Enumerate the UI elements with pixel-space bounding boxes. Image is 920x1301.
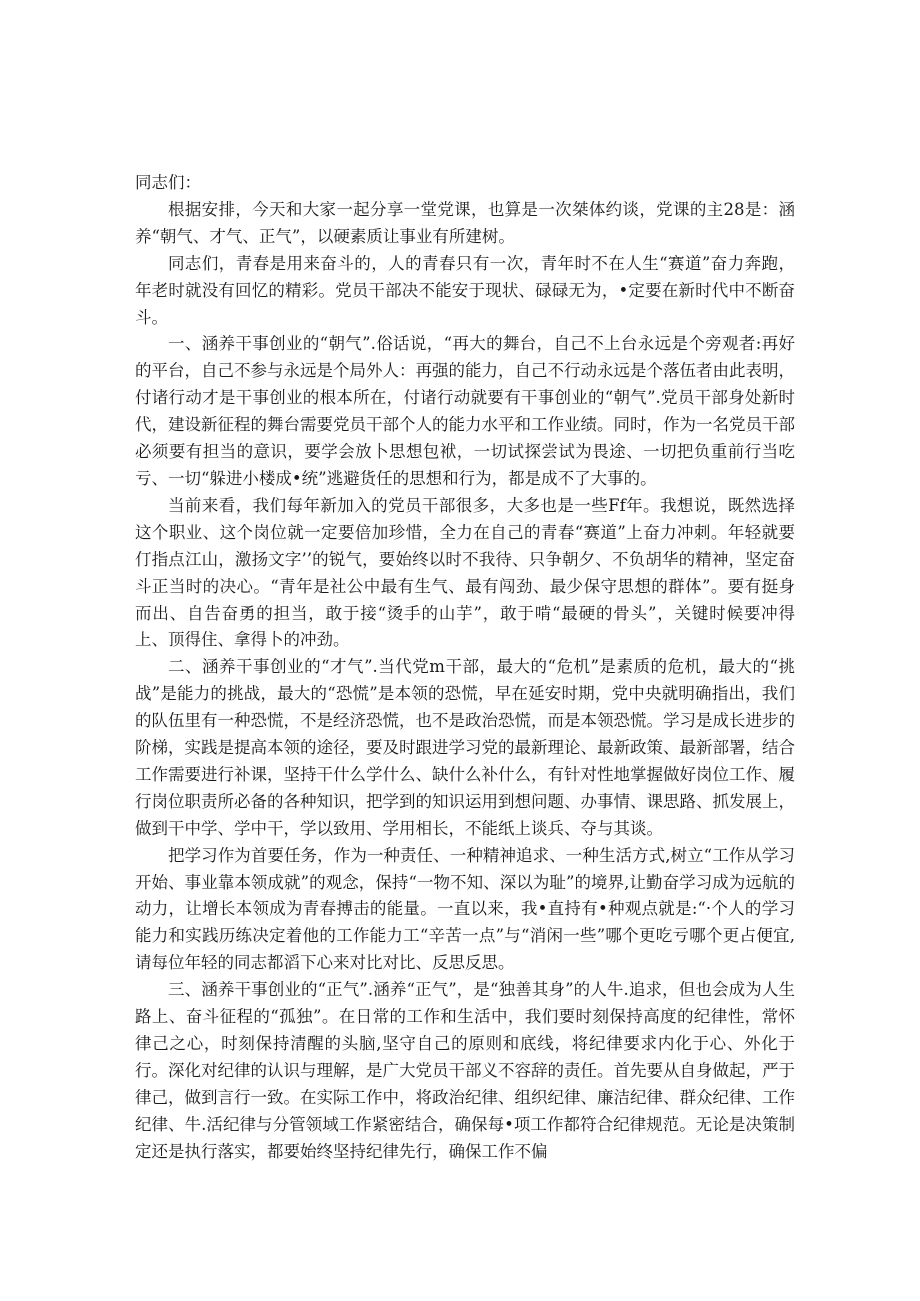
paragraph-intro: 根据安排，今天和大家一起分享一堂党课，也算是一次桀体约谈，党课的主28是：涵养“朝气、才气、正气”，以硬素质让事业有所建树。: [135, 199, 795, 246]
document-page: [135, 170, 795, 1166]
salutation: 同志们：: [135, 173, 201, 192]
paragraph-youth: 同志们，青春是用来奋斗的，人的青春只有一次，青年时不在人生“赛道”奋力奔跑，年老时就没有回忆的精彩。党员干部决不能安于现状、碌碌无为，•定要在新时代中不断奋斗。: [135, 253, 795, 327]
paragraph-study: 把学习作为首要任务，作为一种责任、一种精神追求、一种生活方式,树立“工作从学习开始、事业靠本领成就”的观念，保持“一物不知、深以为耻”的境界,让勤奋学习成为远航的动力，让增长本领成为青春搏击的能量。一直以来，我•直持有•种观点就是:“·个人的学习能力和实践历练决定着他的工作能力工“辛苦一点”与“消闲一些”哪个更吃亏哪个更占便宜,请每位年轻的同志都滔下心来对比对比、反思反思。: [135, 845, 795, 973]
paragraph-section-3-integrity: 三、涵养干事创业的“正气”.涵养“正气”，是“独善其身”的人牛.追求，但也会成为人生路上、奋斗征程的“孤独”。在日常的工作和生活中，我们要时刻保持高度的纪律性，常怀律己之心，时刻保持清醒的头脑,坚守自己的原则和底线，将纪律要求内化于心、外化于行。深化对纪律的认识与理解，是广大党员干部义不容辞的责任。首先要从自身做起，严于律己，做到言行一致。在实际工作中，将政治纪律、组织纪律、廉洁纪律、群众纪律、工作纪律、牛.活纪律与分管领域工作紧密结合，确保每•项工作都符合纪律规范。无论是决策制定还是执行落实，都要始终坚持纪律先行，确保工作不偏: [135, 980, 795, 1161]
paragraph-section-2-talent: 二、涵养干事创业的“才气”.当代党m干部，最大的“危机”是素质的危机，最大的“挑战”是能力的挑战，最大的“恐慌”是本领的恐慌，早在延安时期，党中央就明确指出，我们的队伍里有一种恐慌，不是经济恐慌，也不是政治恐慌，而是本领恐慌。学习是成长进步的阶梯，实践是提高本领的途径，要及时跟进学习党的最新理论、最新政策、最新部署，结合工作需要进行补课，坚持干什么学什么、缺什么补什么，有针对性地掌握做好岗位工作、履行岗位职责所必备的各种知识，把学到的知识运用到想问题、办事情、课思路、抓发展上，做到干中学、学中干，学以致用、学用相长，不能纸上谈兵、夺与其谈。: [135, 657, 795, 838]
paragraph-section-1-vigor: 一、涵养干事创业的“朝气”.俗话说，“再大的舞台，自己不上台永远是个旁观者:再好的平台，自己不参与永远是个局外人：再强的能力，自己不行动永远是个落伍者由此表明，付诸行动才是干事创业的根本所在，付诸行动就要有干事创业的“朝气”.党员干部身处新时代，建设新征程的舞台需要党员干部个人的能力水平和工作业绩。同时，作为一名党员干部必须要有担当的意识，要学会放卜思想包袱，一切试探尝试为畏途、一切把负重前行当吃亏、一切“躲进小楼成•统”逃避货任的思想和行为，都是成不了大事的。: [135, 334, 795, 488]
paragraph-new-members: 当前来看，我们每年新加入的党员干部很多，大多也是一些Ff年。我想说，既然选择这个职业、这个岗位就一定要倍加珍惜，全力在自己的青春“赛道”上奋力冲刺。年轻就要仃指点江山，激扬文字’’的锐气，要始终以时不我待、只争朝夕、不负胡华的精神，坚定奋斗正当时的决心。“青年是社公中最有生气、最有闯劲、最少保守思想的群体”。要有挺身而出、自告奋勇的担当，敢于接“烫手的山芋”，敢于啃“最硬的骨头”，关键时候要冲得上、顶得住、拿得卜的冲劲。: [135, 495, 795, 650]
